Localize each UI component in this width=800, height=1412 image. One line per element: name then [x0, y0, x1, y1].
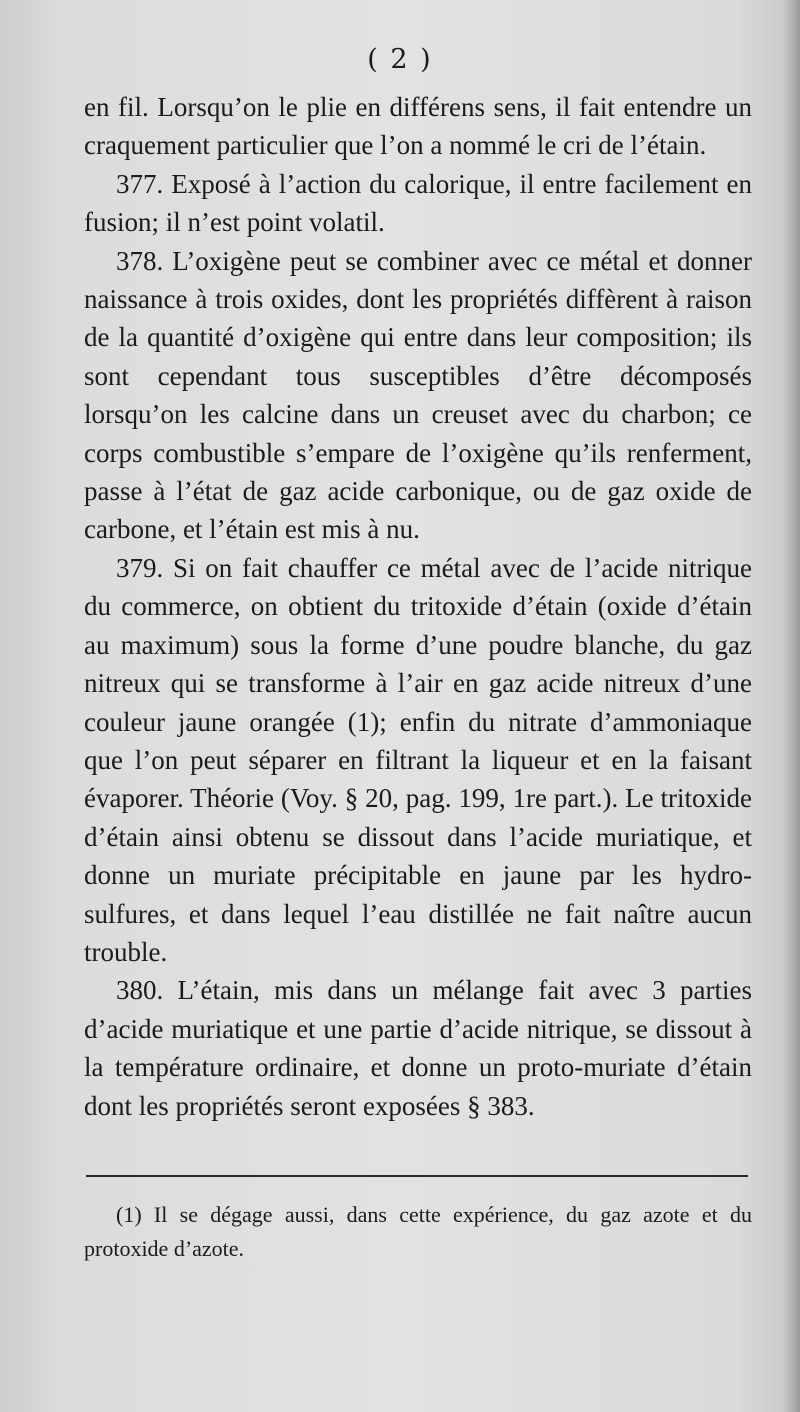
bleed-through-area [0, 1282, 800, 1312]
page-number: ( 2 ) [367, 44, 433, 75]
page-edge-shadow [782, 0, 800, 1412]
paragraph-380: 380. L’étain, mis dans un mélange fait avec 3 parties d’acide muriatique et une partie d’acide nitrique, se dissout à la température ordinaire, et donne un proto-muriate d’étain dont les propriétés seront exposées § 383. [84, 975, 752, 1121]
footnote-divider [86, 1175, 748, 1177]
paragraph-378: 378. L’oxigène peut se combiner avec ce métal et donner naissance à trois oxides, dont les propriétés diffèrent à raison de la quantité d’oxigène qui entre dans leur composition; ils sont cependant tous susceptibles d’être décomposés lorsqu’on les calcine dans un creuset avec du charbon; ce corps combustible s’empare de l’oxigène qu’ils renferment, passe à l’état de gaz acide carbonique, ou de gaz oxide de carbone, et l’étain est mis à nu. [84, 245, 752, 545]
paragraph-continuation: en fil. Lorsqu’on le plie en différens sens, il fait entendre un craquement particulier que l’on a nommé le cri de l’étain. [84, 92, 752, 161]
paragraph-377: 377. Exposé à l’action du calorique, il entre facilement en fusion; il n’est point volatil. [84, 168, 752, 238]
footnote: (1) Il se dégage aussi, dans cette expérience, du gaz azote et du protoxide d’azote. [84, 1202, 752, 1261]
main-text [84, 88, 752, 1125]
paragraph-379: 379. Si on fait chauffer ce métal avec de l’acide nitrique du commerce, on obtient du tritoxide d’étain (oxide d’étain au maximum) sous la forme d’une poudre blanche, du gaz nitreux qui se transforme à l’air en gaz acide nitreux d’une couleur jaune orangée (1); enfin du nitrate d’ammoniaque que l’on peut séparer en filtrant la liqueur et en la faisant évaporer. Théorie (Voy. § 20, pag. 199, 1re part.). Le tritoxide d’étain ainsi obtenu se dissout dans l’acide muriatique, et donne un muriate précipitable en jaune par les hydro-sulfures, et dans lequel l’eau distillée ne fait naître aucun trouble. [84, 552, 752, 967]
